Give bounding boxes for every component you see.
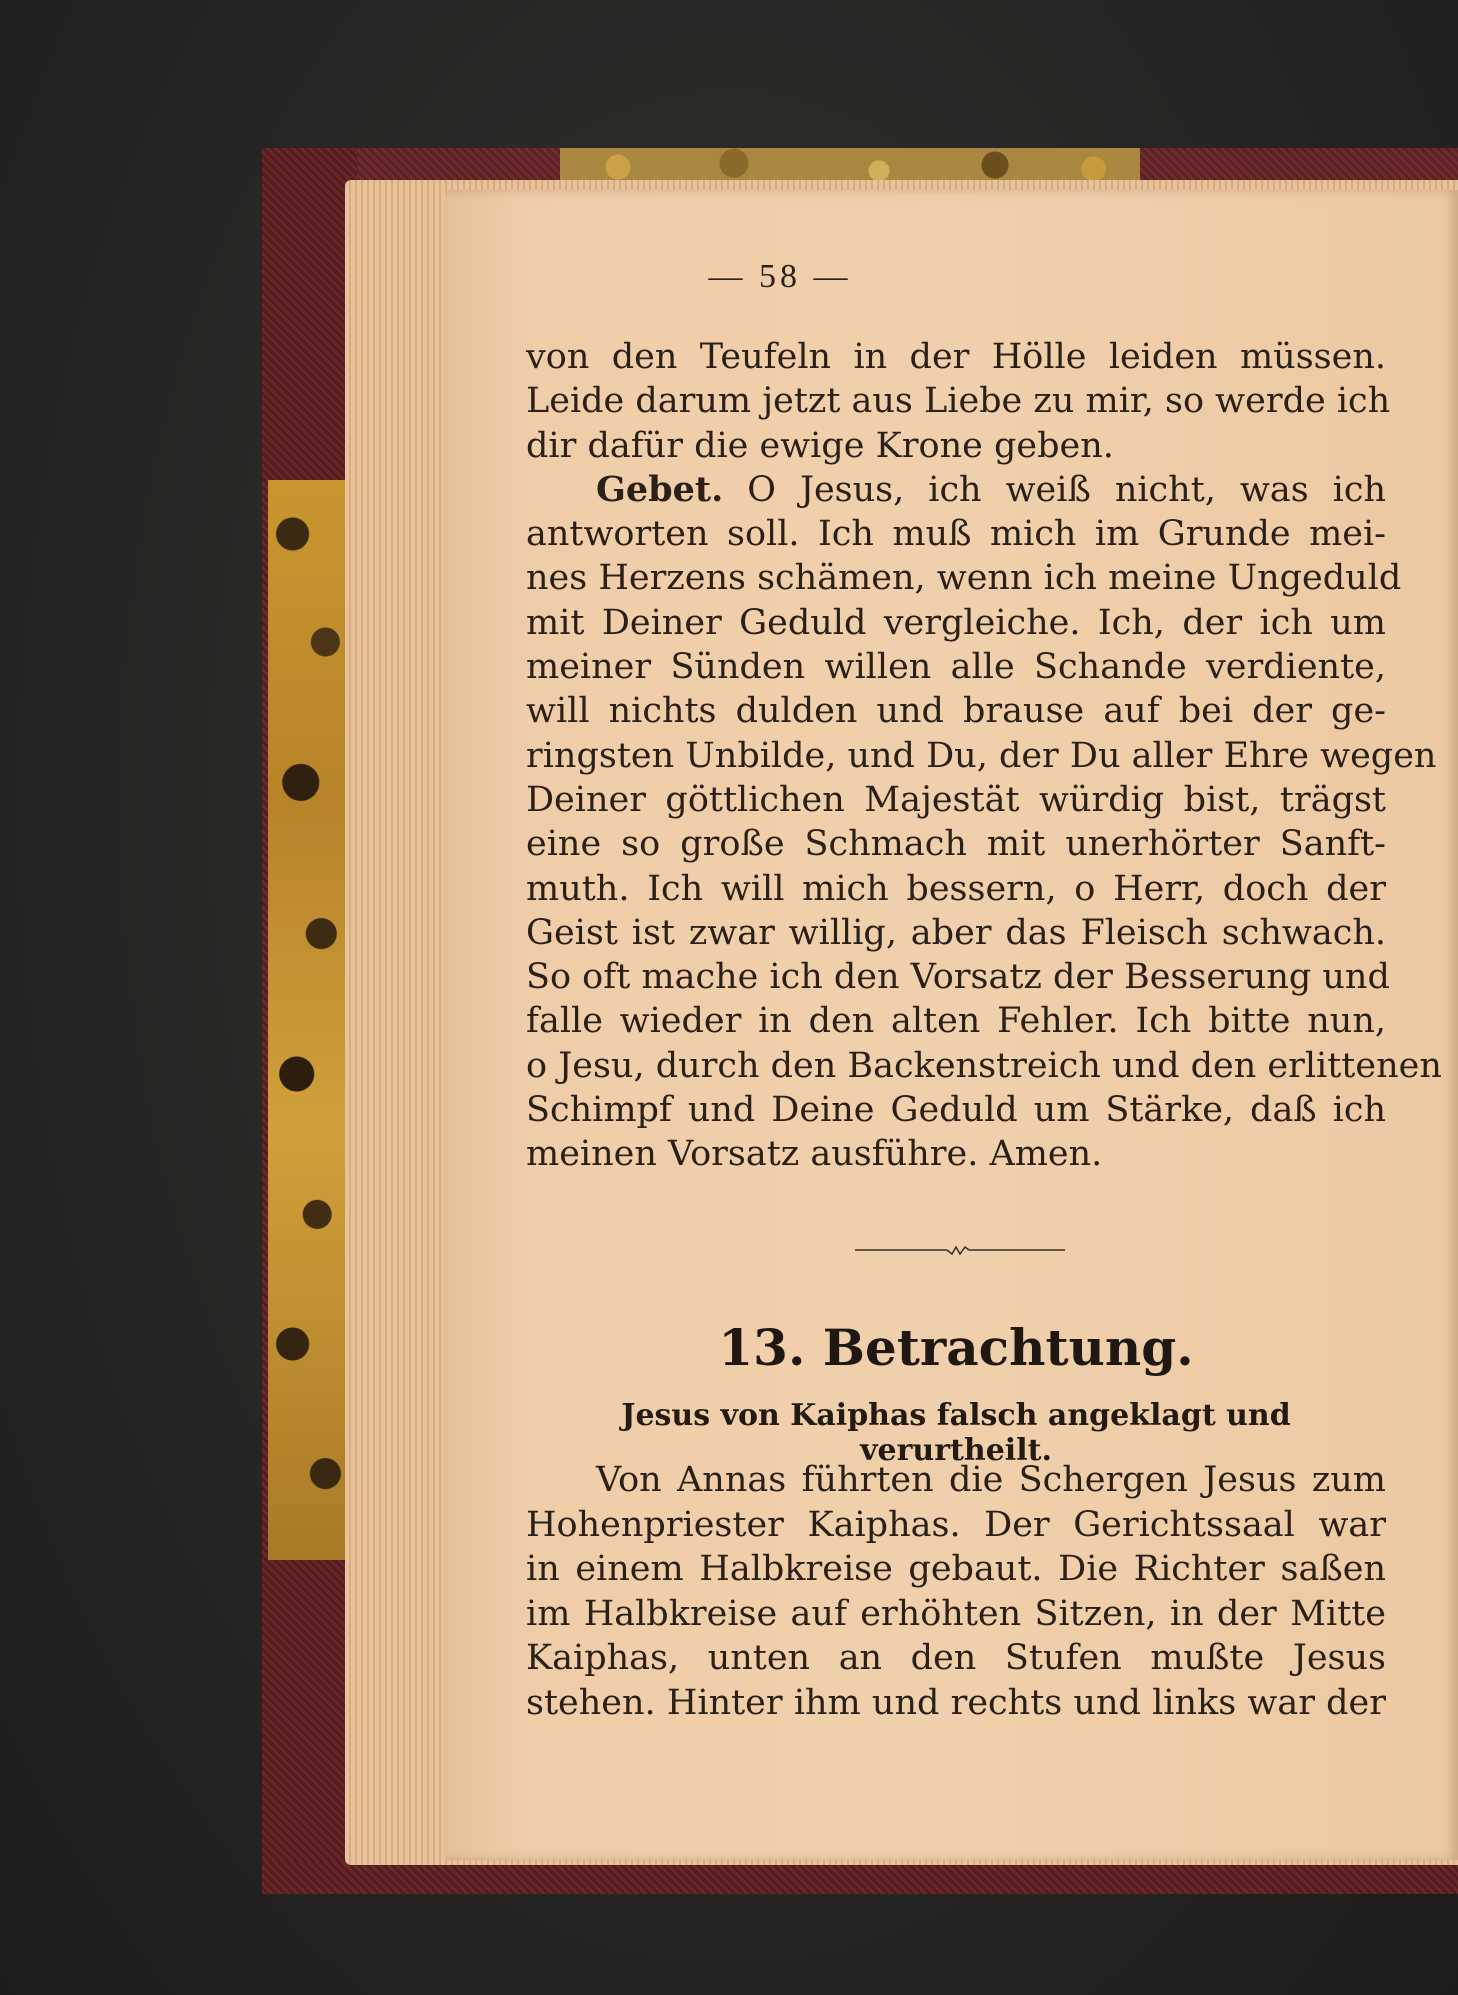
text-line: Von Annas führten die Schergen Jesus zum — [596, 1460, 1386, 1500]
text-line: falle wieder in den alten Fehler. Ich bitte nun, — [526, 1001, 1386, 1042]
marbled-endpaper-left — [268, 480, 350, 1560]
text-line: O Jesus, ich weiß nicht, was ich — [723, 469, 1386, 510]
text-line: So oft mache ich den Vorsatz der Besserung und — [526, 957, 1390, 998]
text-line: dir dafür die ewige Krone geben. — [526, 425, 1114, 466]
text-line: mit Deiner Geduld vergleiche. Ich, der ich um — [526, 602, 1386, 643]
text-line: stehen. Hinter ihm und rechts und links war der — [526, 1682, 1386, 1723]
text-line: Geist ist zwar willig, aber das Fleisch schwach. — [526, 912, 1386, 953]
section-subtitle: Jesus von Kaiphas falsch angeklagt und verurtheilt. — [621, 1398, 1291, 1468]
text-line: in einem Halbkreise gebaut. Die Richter saßen — [526, 1549, 1386, 1589]
text-line: muth. Ich will mich bessern, o Herr, doch der — [526, 868, 1386, 909]
text-line: nes Herzens schämen, wenn ich meine Ungeduld — [526, 558, 1402, 599]
text-line: im Halbkreise auf erhöhten Sitzen, in der Mitte — [526, 1593, 1386, 1634]
text-line: antworten soll. Ich muß mich im Grunde mei- — [526, 514, 1386, 555]
book-cover-bottom — [262, 1862, 1458, 1894]
prayer-label: Gebet. — [596, 468, 724, 510]
text-line: ringsten Unbilde, und Du, der Du aller Ehre wegen — [526, 735, 1437, 776]
prayer-text-block — [526, 335, 1442, 1177]
section-title: 13. Betrachtung. — [718, 1318, 1194, 1377]
text-line: meinen Vorsatz ausführe. Amen. — [526, 1134, 1103, 1175]
text-line: Leide darum jetzt aus Liebe zu mir, so werde ich — [526, 381, 1391, 422]
text-line: will nichts dulden und brause auf bei der ge- — [526, 691, 1386, 732]
text-line: eine so große Schmach mit unerhörter Sanft- — [526, 824, 1386, 865]
prayer-heading-line — [526, 468, 1386, 512]
text-line: von den Teufeln in der Hölle leiden müssen. — [526, 337, 1386, 377]
text-line: Hohenpriester Kaiphas. Der Gerichtssaal war — [526, 1504, 1386, 1545]
text-line: Kaiphas, unten an den Stufen mußte Jesus — [526, 1638, 1386, 1678]
page-number: — 58 — — [708, 258, 852, 295]
text-line: Deiner göttlichen Majestät würdig bist, trägst — [526, 779, 1386, 820]
text-line: o Jesu, durch den Backenstreich und den erlittenen — [526, 1045, 1442, 1086]
meditation-text-block — [526, 1458, 1386, 1725]
ornamental-divider — [855, 1243, 1065, 1257]
text-line: meiner Sünden willen alle Schande verdiente, — [526, 647, 1386, 688]
text-line: Schimpf und Deine Geduld um Stärke, daß ich — [526, 1090, 1386, 1131]
